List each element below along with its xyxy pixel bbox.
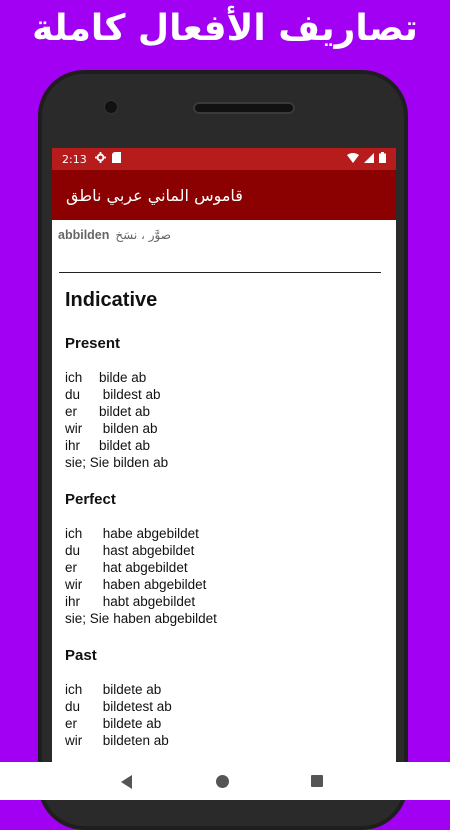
app-screen [52,148,396,800]
gear-icon [95,152,106,166]
verb-form: bildest ab [99,387,161,402]
verb-form: bildet ab [99,438,151,453]
tense-heading: Present [65,335,121,352]
signal-icon [364,153,374,166]
app-bar [52,170,396,220]
pronoun: ich [65,682,83,697]
pronoun: er [65,404,78,419]
tense-block-perfect [65,491,383,627]
conjugation-row [65,698,383,715]
conjugation-row [65,454,383,471]
pronoun: ich [65,526,83,541]
word-german: abbilden [58,228,110,242]
verb-form: bilden ab [99,421,158,436]
battery-icon [379,152,386,166]
status-time: 2:13 [62,152,87,166]
tense-block-present [65,335,383,471]
pronoun: du [65,699,81,714]
verb-form: bilden ab [113,455,169,470]
word-arabic: صوَّر ، نسَخ [115,228,171,242]
promo-title: تصاريف الأفعال كاملة [32,8,418,49]
front-camera [104,100,118,114]
sd-card-icon [112,152,121,166]
pronoun: wir [65,733,83,748]
verb-form: bildete ab [99,716,162,731]
verb-form: bildet ab [99,404,151,419]
conjugation-row [65,386,383,403]
tense-heading: Past [65,647,97,664]
verb-form: habe abgebildet [99,526,199,541]
pronoun: ihr [65,594,81,609]
verb-form: hat abgebildet [99,560,188,575]
conjugation-row [65,715,383,732]
pronoun: er [65,716,78,731]
earpiece-speaker [193,102,295,114]
navigation-bar [0,762,450,800]
app-title: قاموس الماني عربي ناطق [66,185,243,205]
recents-icon[interactable] [311,775,323,787]
verb-form: hast abgebildet [99,543,195,558]
conjugation-row [65,559,383,576]
pronoun: du [65,387,81,402]
back-icon[interactable] [121,775,132,789]
divider [59,272,381,273]
conjugation-row [65,525,383,542]
conjugation-row [65,732,383,749]
conjugation-row [65,542,383,559]
pronoun: wir [65,421,83,436]
wifi-icon [347,153,359,166]
pronoun: sie; Sie [65,611,110,626]
verb-form: bilde ab [99,370,147,385]
mood-heading: Indicative [65,289,158,311]
conjugation-row [65,420,383,437]
verb-form: bildete ab [99,682,162,697]
pronoun: sie; Sie [65,455,110,470]
pronoun: ihr [65,438,81,453]
tense-block-past [65,647,383,749]
conjugation-row [65,610,383,627]
pronoun: du [65,543,81,558]
pronoun: er [65,560,78,575]
conjugation-content [52,289,396,749]
status-bar [52,148,396,170]
pronoun: wir [65,577,83,592]
conjugation-row [65,369,383,386]
conjugation-row [65,681,383,698]
verb-form: haben abgebildet [99,577,207,592]
verb-form: habt abgebildet [99,594,196,609]
conjugation-row [65,437,383,454]
tense-heading: Perfect [65,491,116,508]
home-icon[interactable] [216,775,229,788]
verb-form: haben abgebildet [113,611,217,626]
pronoun: ich [65,370,83,385]
conjugation-row [65,576,383,593]
verb-form: bildeten ab [99,733,169,748]
conjugation-row [65,403,383,420]
conjugation-row [65,593,383,610]
word-header [52,220,396,254]
verb-form: bildetest ab [99,699,172,714]
